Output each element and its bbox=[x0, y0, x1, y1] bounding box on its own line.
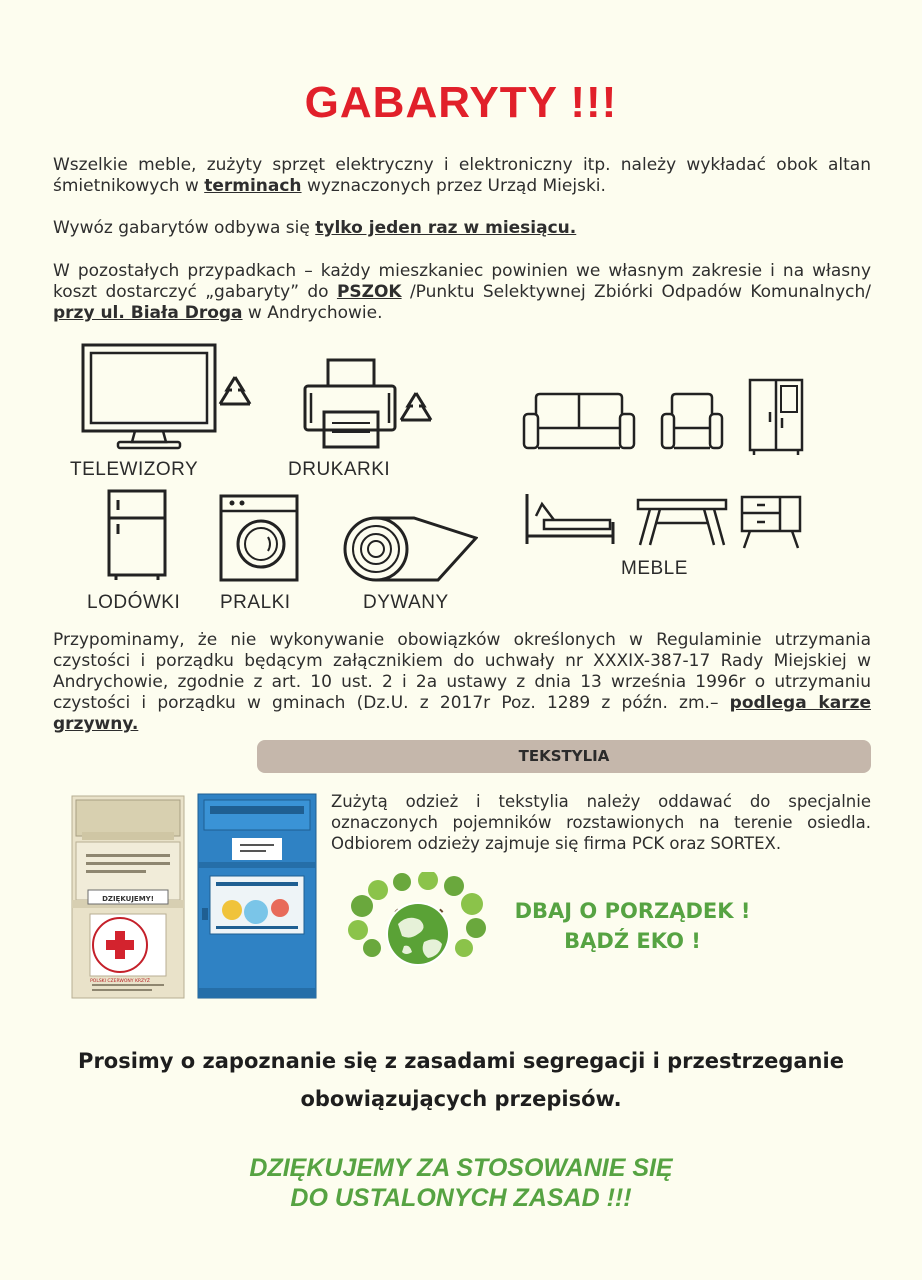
fridge-icon bbox=[106, 488, 168, 582]
reminder-paragraph: Przypominamy, że nie wykonywanie obowiązków określonych w Regulaminie utrzymania czystości i porządku będącym załącznikiem do uchwały nr XXXIX-387-17 Rady Miejskiej w Andrychowie, zgodnie z art. 10 ust. 2 i 2a ustawy z dnia 13 września 1996r o utrzymaniu czystości i porządku w gminach (Dz.U. z 2017r Poz. 1289 z późn. zm.– podlega karze grzywny. bbox=[53, 630, 871, 734]
pszok-emphasis: PSZOK bbox=[336, 282, 402, 302]
terms-emphasis: terminach bbox=[204, 176, 302, 196]
textiles-header: TEKSTYLIA bbox=[257, 740, 871, 773]
printer-label: DRUKARKI bbox=[288, 459, 391, 480]
closing-line-1: Prosimy o zapoznanie się z zasadami segregacji i przestrzeganie bbox=[78, 1049, 844, 1073]
closing-line-2: obowiązujących przepisów. bbox=[300, 1087, 622, 1111]
sofa-icon bbox=[522, 392, 636, 454]
fridge-label: LODÓWKI bbox=[87, 592, 181, 613]
wardrobe-icon bbox=[748, 378, 804, 456]
printer-icon bbox=[300, 357, 400, 453]
recycle-icon bbox=[216, 374, 254, 410]
intro-paragraph-1: Wszelkie meble, zużyty sprzęt elektryczny i elektroniczny itp. należy wykładać obok altan śmietnikowych w terminach wyznaczonych przez Urząd Miejski. bbox=[53, 155, 871, 196]
penalty-emphasis: podlega karze grzywny. bbox=[53, 693, 871, 734]
bed-icon bbox=[524, 492, 616, 548]
eco-slogan-line-1: DBAJ O PORZĄDEK ! bbox=[514, 899, 751, 923]
intro-paragraph-2: Wywóz gabarytów odbywa się tylko jeden raz w miesiącu. bbox=[53, 218, 577, 238]
recycle-icon bbox=[397, 390, 435, 426]
tv-icon bbox=[80, 342, 218, 454]
carpet-label: DYWANY bbox=[363, 592, 449, 613]
intro-paragraph-3: W pozostałych przypadkach – każdy mieszkaniec powinien we własnym zakresie i na własny koszt dostarczyć „gabaryty” do PSZOK /Punktu Selektywnej Zbiórki Odpadów Komunalnych/ przy ul. Biała Droga w Andrychowie. bbox=[53, 261, 871, 323]
red-cross-logo-text: POLSKI CZERWONY KRZYŻ bbox=[90, 979, 150, 984]
furniture-label: MEBLE bbox=[621, 558, 688, 579]
clothing-bins-image bbox=[70, 792, 320, 1000]
eco-slogan-line-2: BĄDŹ EKO ! bbox=[564, 929, 701, 953]
frequency-emphasis: tylko jeden raz w miesiącu. bbox=[315, 218, 577, 238]
table-icon bbox=[636, 497, 728, 547]
page-title: GABARYTY !!! bbox=[304, 78, 618, 127]
carpet-roll-icon bbox=[342, 514, 478, 584]
address-emphasis: przy ul. Biała Droga bbox=[53, 303, 243, 323]
tv-label: TELEWIZORY bbox=[70, 459, 199, 480]
thanks-line-1: DZIĘKUJEMY ZA STOSOWANIE SIĘ bbox=[249, 1154, 673, 1182]
cabinet-icon bbox=[740, 494, 802, 550]
armchair-icon bbox=[660, 392, 724, 452]
eco-globe-tree-icon bbox=[348, 872, 488, 972]
washing-machine-icon bbox=[218, 493, 300, 583]
bin-sign: DZIĘKUJEMY! bbox=[102, 895, 154, 903]
textiles-description: Zużytą odzież i tekstylia należy oddawać do specjalnie oznaczonych pojemników rozstawionych na terenie osiedla. Odbiorem odzieży zajmuje się firma PCK oraz SORTEX. bbox=[331, 792, 871, 853]
washer-label: PRALKI bbox=[220, 592, 291, 613]
thanks-line-2: DO USTALONYCH ZASAD !!! bbox=[290, 1184, 632, 1212]
